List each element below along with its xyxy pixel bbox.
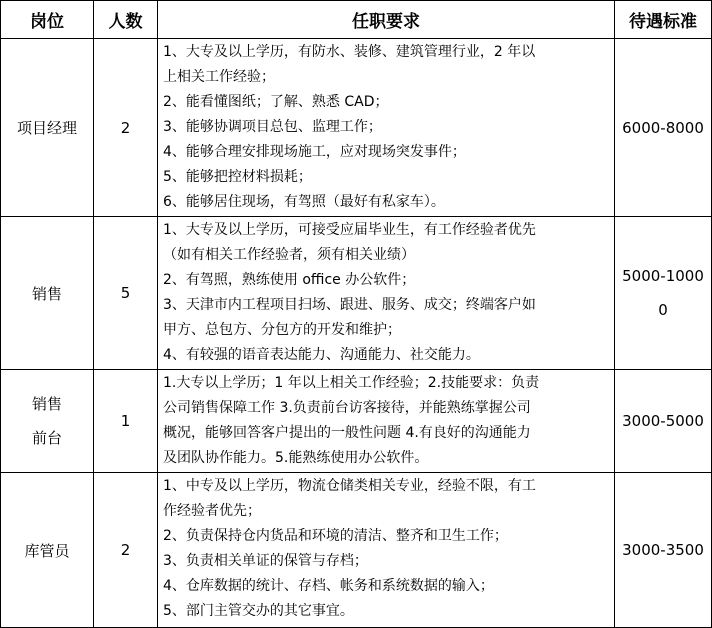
- header-position: 岗位: [1, 1, 94, 39]
- requirements-cell: [158, 217, 615, 370]
- requirement-line: 上相关工作经验；: [163, 69, 275, 85]
- requirement-line: 1、大专及以上学历，有防水、装修、建筑管理行业，2 年以: [163, 44, 536, 60]
- position-cell: 项目经理: [1, 39, 94, 217]
- count-cell: 2: [94, 39, 158, 217]
- requirement-line: 概况，能够回答客户提出的一般性问题 4.有良好的沟通能力: [163, 425, 531, 441]
- requirement-line: 2、有驾照，熟练使用 office 办公软件；: [163, 272, 416, 288]
- requirement-line: 1.大专以上学历；1 年以上相关工作经验；2.技能要求：负责: [163, 375, 540, 391]
- requirement-line: 及团队协作能力。5.能熟练使用办公软件。: [163, 450, 429, 466]
- count-cell: 5: [94, 217, 158, 370]
- requirement-line: 2、负责保持仓内货品和环境的清洁、整齐和卫生工作；: [163, 528, 508, 544]
- salary-cell: 3000-3500: [615, 473, 712, 628]
- requirement-line: 5、部门主管交办的其它事宜。: [163, 603, 354, 619]
- requirement-line: 6、能够居住现场，有驾照（最好有私家车）。: [163, 194, 445, 210]
- requirement-line: 4、有较强的语音表达能力、沟通能力、社交能力。: [163, 347, 480, 363]
- header-requirements: 任职要求: [158, 1, 615, 39]
- table-row: [1, 473, 712, 628]
- position-line: 销售: [31, 395, 62, 413]
- requirement-line: 3、能够协调项目总包、监理工作；: [163, 119, 382, 135]
- requirement-line: 1、中专及以上学历，物流仓储类相关专业，经验不限，有工: [163, 478, 536, 494]
- position-cell: 库管员: [1, 473, 94, 628]
- salary-line: 5000-1000: [622, 267, 704, 285]
- position-cell: [1, 370, 94, 473]
- table-row: [1, 370, 712, 473]
- header-salary: 待遇标准: [615, 1, 712, 39]
- header-row: [1, 1, 712, 39]
- position-line: 前台: [31, 429, 62, 447]
- count-cell: 2: [94, 473, 158, 628]
- header-count: 人数: [94, 1, 158, 39]
- salary-line: 0: [658, 301, 668, 319]
- salary-cell: [615, 217, 712, 370]
- requirement-line: 3、负责相关单证的保管与存档；: [163, 553, 368, 569]
- salary-cell: 6000-8000: [615, 39, 712, 217]
- requirement-line: 5、能够把控材料损耗；: [163, 169, 312, 185]
- requirement-line: 4、仓库数据的统计、存档、帐务和系统数据的输入；: [163, 578, 494, 594]
- requirement-line: （如有相关工作经验者，须有相关业绩）: [163, 247, 415, 263]
- requirement-line: 1、大专及以上学历，可接受应届毕业生，有工作经验者优先: [163, 222, 536, 238]
- requirement-line: 作经验者优先；: [163, 503, 261, 519]
- salary-cell: 3000-5000: [615, 370, 712, 473]
- requirement-line: 4、能够合理安排现场施工，应对现场突发事件；: [163, 144, 466, 160]
- requirement-line: 3、天津市内工程项目扫场、跟进、服务、成交；终端客户如: [163, 297, 536, 313]
- requirements-cell: [158, 473, 615, 628]
- requirements-cell: [158, 370, 615, 473]
- table-row: [1, 217, 712, 370]
- requirement-line: 2、能看懂图纸；了解、熟悉 CAD；: [163, 94, 389, 110]
- position-cell: 销售: [1, 217, 94, 370]
- requirement-line: 甲方、总包方、分包方的开发和维护；: [163, 322, 401, 338]
- requirement-line: 公司销售保障工作 3.负责前台访客接待，并能熟练掌握公司: [163, 400, 531, 416]
- table-row: [1, 39, 712, 217]
- requirements-cell: [158, 39, 615, 217]
- count-cell: 1: [94, 370, 158, 473]
